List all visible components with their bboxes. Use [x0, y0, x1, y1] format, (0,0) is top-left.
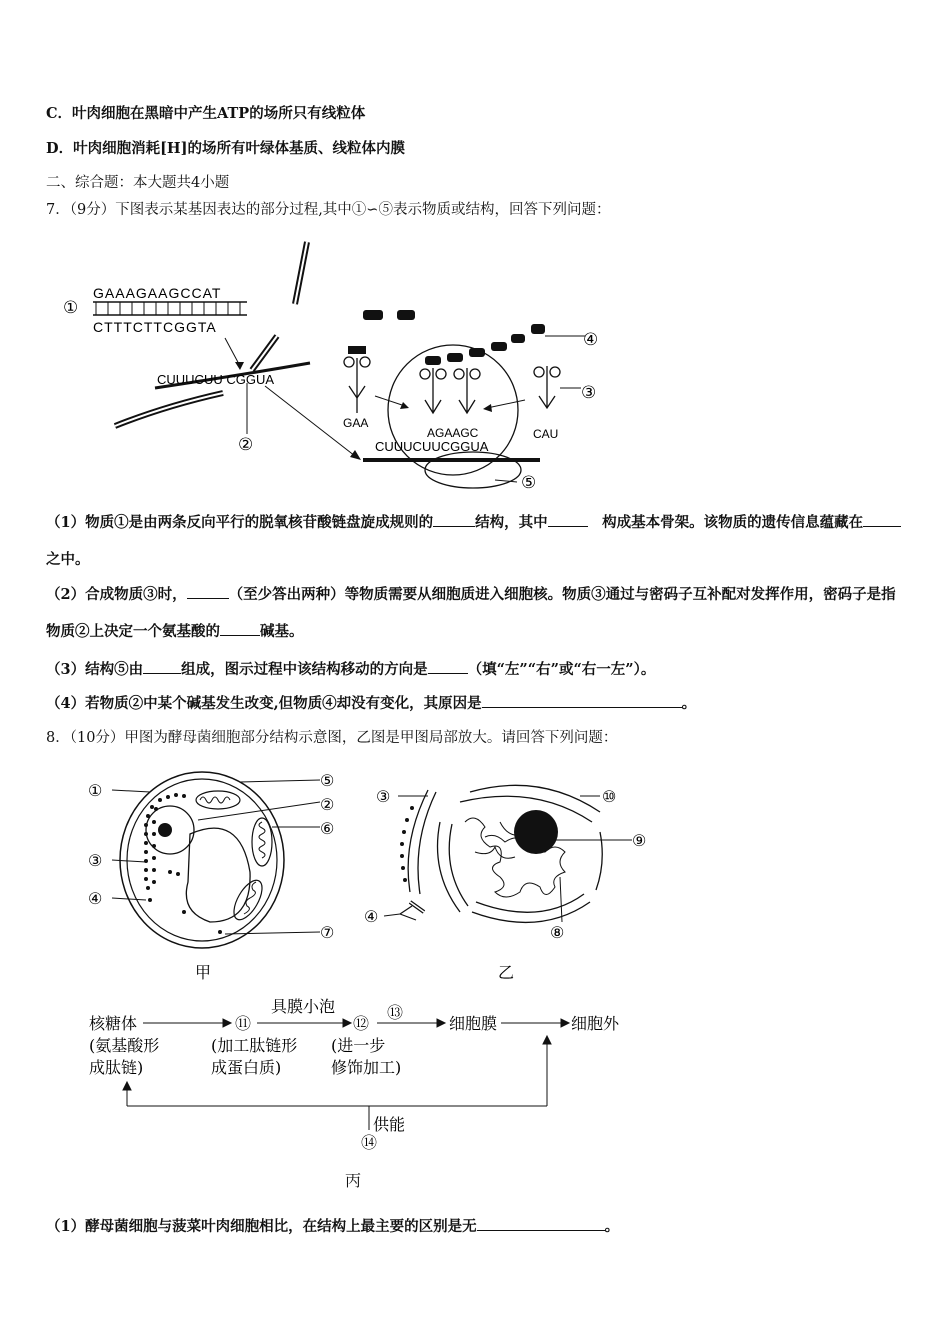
flow-n12-note-2: 修饰加工) — [331, 1058, 402, 1077]
yi-label-4: ④ — [364, 907, 379, 926]
flow-outside: 细胞外 — [571, 1014, 620, 1033]
figure-8-secretion-flow — [85, 992, 655, 1187]
yi-label-8: ⑧ — [550, 923, 565, 942]
fig7-label-4: ④ — [583, 330, 599, 350]
fig7-anticodon-gaa: GAA — [343, 416, 369, 430]
fig7-mrna-transcript: CUUUCUU CGGUA — [157, 372, 274, 387]
option-d: D．叶肉细胞消耗[H]的场所有叶绿体基质、线粒体内膜 — [46, 140, 405, 157]
option-c: C．叶肉细胞在黑暗中产生ATP的场所只有线粒体 — [46, 105, 366, 122]
q7-part-2: （2）合成物质③时， （至少答出两种）等物质需要从细胞质进入细胞核。物质③通过与密码子互补配对发挥作用，密码子是指物质②上决定一个氨基酸的 碱基。 — [46, 586, 896, 640]
yi-label-9: ⑨ — [632, 831, 647, 850]
figure-8-yeast-cell — [80, 762, 680, 987]
caption-yi: 乙 — [498, 963, 515, 982]
yi-label-10: ⑩ — [602, 787, 617, 806]
jia-label-2: ② — [320, 795, 335, 814]
fig7-label-1: ① — [63, 298, 79, 318]
jia-label-7: ⑦ — [320, 923, 335, 942]
caption-bing: 丙 — [345, 1171, 362, 1190]
question-7-stem: 7．（9分）下图表示某基因表达的部分过程,其中①∽⑤表示物质或结构，回答下列问题： — [46, 202, 611, 218]
flow-n11: ⑪ — [235, 1014, 252, 1033]
fig7-anticodon-agaagc: AGAAGC — [427, 426, 479, 440]
flow-vesicle: 具膜小泡 — [271, 997, 336, 1016]
flow-energy: 供能 — [373, 1115, 406, 1134]
flow-n13: ⑬ — [387, 1003, 404, 1022]
flow-n12-note-1: (进一步 — [331, 1036, 386, 1055]
section-2-heading: 二、综合题：本大题共4小题 — [46, 175, 230, 191]
fig7-dna-bottom: CTTTCTTCGGTA — [93, 319, 217, 335]
flow-n11-note-1: (加工肽链形 — [211, 1036, 298, 1055]
jia-label-1: ① — [88, 781, 103, 800]
yi-label-3: ③ — [376, 787, 391, 806]
fig7-label-5: ⑤ — [521, 473, 537, 493]
question-8-stem: 8．（10分）甲图为酵母菌细胞部分结构示意图，乙图是甲图局部放大。请回答下列问题： — [46, 730, 618, 746]
jia-label-5: ⑤ — [320, 771, 335, 790]
flow-membrane: 细胞膜 — [449, 1014, 498, 1033]
flow-n12: ⑫ — [353, 1014, 370, 1033]
flow-ribosome-note-2: 成肽链) — [89, 1058, 144, 1077]
fig7-dna-top: GAAAGAAGCCAT — [93, 285, 222, 301]
jia-label-4: ④ — [88, 889, 103, 908]
fig7-label-3: ③ — [581, 383, 597, 403]
figure-7-gene-expression — [55, 238, 615, 500]
fig7-label-2: ② — [238, 435, 254, 455]
jia-label-3: ③ — [88, 851, 103, 870]
flow-n14: ⑭ — [361, 1133, 378, 1152]
flow-ribosome: 核糖体 — [89, 1014, 138, 1033]
caption-jia: 甲 — [195, 963, 212, 982]
q7-part-1: （1）物质①是由两条反向平行的脱氧核苷酸链盘旋成规则的 结构，其中 构成基本骨架。该物质的遗传信息蕴藏在之中。 — [46, 504, 906, 578]
flow-n11-note-2: 成蛋白质) — [211, 1058, 282, 1077]
flow-ribosome-note-1: (氨基酸形 — [89, 1036, 160, 1055]
fig7-mrna-translated: CUUUCUUCGGUA — [375, 439, 489, 454]
fig7-anticodon-cau: CAU — [533, 427, 559, 441]
q7-part-3: （3）结构⑤由 组成，图示过程中该结构移动的方向是 （填“左”“右”或“右一左”）。 — [46, 661, 656, 678]
jia-label-6: ⑥ — [320, 819, 335, 838]
q7-part-4: （4）若物质②中某个碱基发生改变,但物质④却没有变化，其原因是 。 — [46, 695, 697, 712]
q8-part-1: （1）酵母菌细胞与菠菜叶肉细胞相比，在结构上最主要的区别是无 。 — [46, 1218, 620, 1235]
